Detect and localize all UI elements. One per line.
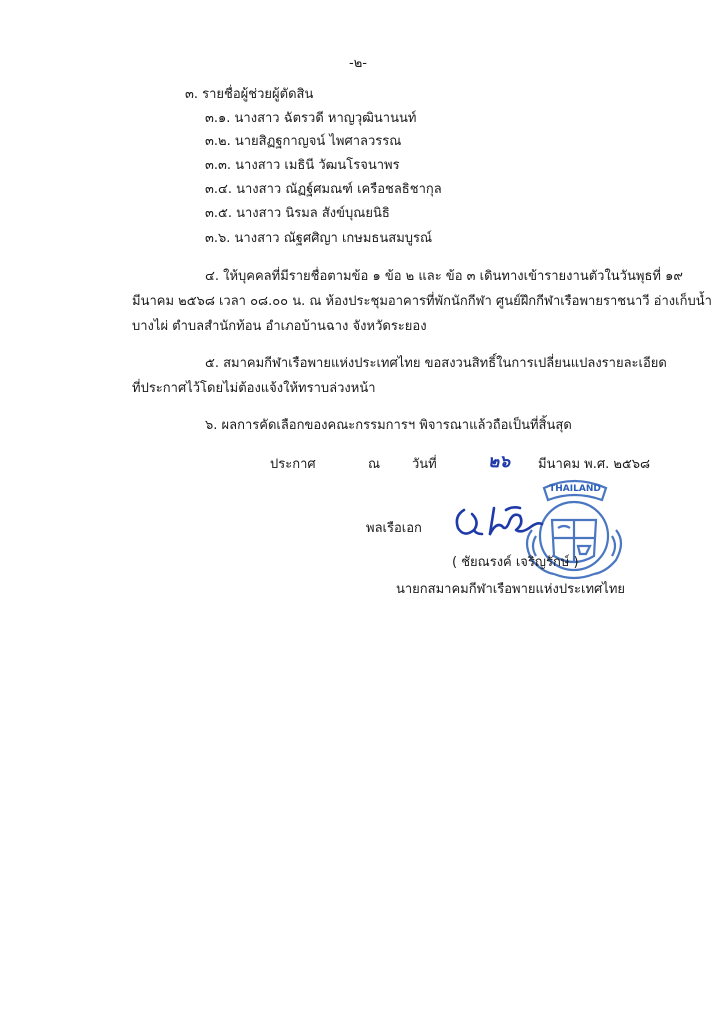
assistant-judge-item: ๓.๒. นายสิฏฐกาญจน์ ไพศาลวรรณ <box>205 134 402 149</box>
section4-line: มีนาคม ๒๕๖๘ เวลา ๐๘.๐๐ น. ณ ห้องประชุมอาคารที่พักนักกีฬา ศูนย์ฝึกกีฬาเรือพายราชนาวี อ่างเก็บน้ำ <box>132 294 712 309</box>
section3-heading: ๓. รายชื่อผู้ช่วยผู้ตัดสิน <box>185 87 314 102</box>
assistant-judge-item: ๓.๔. นางสาว ณัฏฐ์ศมณฑ์ เครือชลธิชากุล <box>205 182 442 197</box>
seal-text: THAILAND <box>549 484 601 494</box>
section4-line: บางไผ่ ตำบลสำนักท้อน อำเภอบ้านฉาง จังหวัดระยอง <box>132 319 427 334</box>
assistant-judge-item: ๓.๕. นางสาว นิรมล สังข์บุณยนิธิ <box>205 206 390 221</box>
assistant-judge-item: ๓.๓. นางสาว เมธินี วัฒนโรจนาพร <box>205 158 400 173</box>
signatory-rank: พลเรือเอก <box>366 521 422 536</box>
announcement-month-year: มีนาคม พ.ศ. ๒๕๖๘ <box>538 457 651 472</box>
assistant-judge-item: ๓.๑. นางสาว ฉัตรวดี หาญวุฒินานนท์ <box>205 111 417 126</box>
announcement-day-handwritten: ๒๖ <box>488 452 510 472</box>
signatory-name: ( ชัยณรงค์ เจริญรักษ์ ) <box>452 555 579 570</box>
section5-line: ที่ประกาศไว้โดยไม่ต้องแจ้งให้ทราบล่วงหน้า <box>132 381 376 396</box>
announcement-at: ณ <box>368 457 381 472</box>
section4-line: ๔. ให้บุคคลที่มีรายชื่อตามข้อ ๑ ข้อ ๒ และ ข้อ ๓ เดินทางเข้ารายงานตัวในวันพุธที่ ๑๙ <box>205 269 683 284</box>
announcement-label: ประกาศ <box>270 457 316 472</box>
announcement-day-label: วันที่ <box>412 457 437 472</box>
section6-line: ๖. ผลการคัดเลือกของคณะกรรมการฯ พิจารณาแล้วถือเป็นที่สิ้นสุด <box>205 418 572 433</box>
handwritten-signature-icon <box>450 496 550 546</box>
page-number: -๒- <box>349 56 367 71</box>
section5-line: ๕. สมาคมกีฬาเรือพายแห่งประเทศไทย ขอสงวนสิทธิ์ในการเปลี่ยนแปลงรายละเอียด <box>205 356 667 371</box>
signatory-position: นายกสมาคมกีฬาเรือพายแห่งประเทศไทย <box>396 582 626 597</box>
assistant-judge-item: ๓.๖. นางสาว ณัฐศศิญา เกษมธนสมบูรณ์ <box>205 231 433 246</box>
